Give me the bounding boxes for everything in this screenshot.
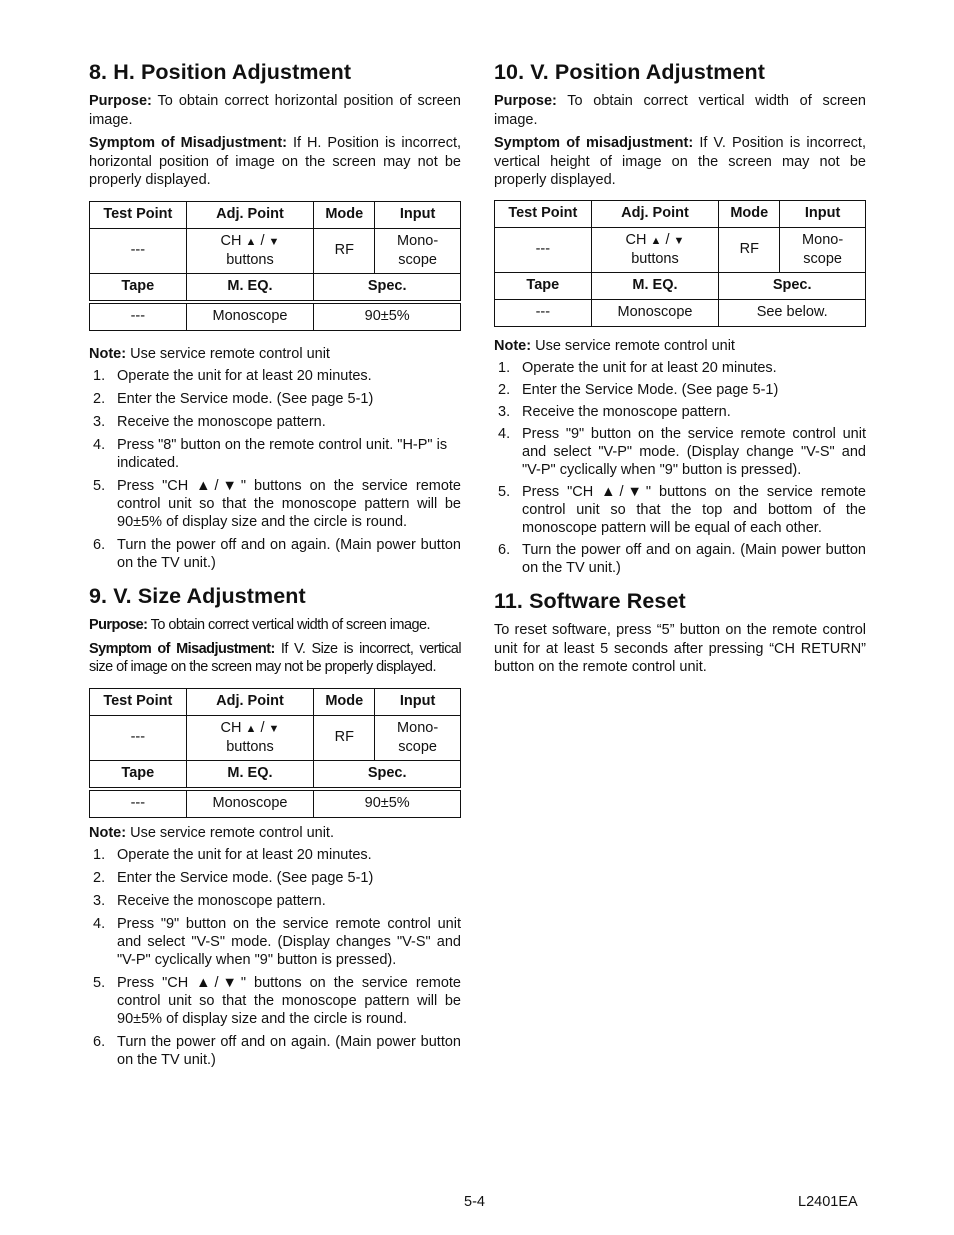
cell-m-eq: Monoscope bbox=[186, 789, 314, 818]
note-text: Use service remote control unit. bbox=[126, 824, 334, 841]
cell-spec: See below. bbox=[719, 299, 866, 326]
purpose-text: To obtain correct vertical width of screen image. bbox=[494, 93, 866, 128]
symptom-label: Symptom of misadjustment: bbox=[494, 135, 694, 151]
note-text: Use service remote control unit bbox=[126, 345, 330, 362]
step-item bbox=[494, 541, 866, 577]
note-label: Note: bbox=[89, 345, 127, 362]
adjustment-table bbox=[494, 200, 866, 327]
cell-adj-point: CH ▲ / ▼ buttons bbox=[186, 228, 314, 273]
step-item bbox=[89, 974, 461, 1028]
step-number: 3. bbox=[498, 404, 511, 420]
header-mode: Mode bbox=[719, 200, 780, 227]
symptom-paragraph bbox=[89, 134, 461, 190]
purpose-label: Purpose: bbox=[494, 93, 557, 109]
step-text: Enter the Service mode. (See page 5-1) bbox=[117, 391, 374, 407]
step-item bbox=[494, 483, 866, 537]
step-text: Press "9" button on the service remote control unit and select "V-P" mode. (Display change "V-S" and "V-P" cyclically when "9" button is pressed). bbox=[522, 426, 866, 478]
down-triangle-icon: ▼ bbox=[673, 234, 685, 247]
header-adj-point: Adj. Point bbox=[186, 688, 314, 715]
purpose-paragraph bbox=[89, 616, 461, 635]
header-input: Input bbox=[375, 201, 461, 228]
step-item bbox=[89, 915, 461, 969]
section-title: 8. H. Position Adjustment bbox=[89, 60, 352, 84]
section-v-position bbox=[494, 58, 866, 577]
step-number: 2. bbox=[93, 870, 106, 886]
page-number: 5-4 bbox=[464, 1194, 485, 1210]
cell-test-point: --- bbox=[90, 715, 187, 760]
step-item bbox=[494, 381, 866, 399]
step-number: 5. bbox=[93, 975, 106, 991]
steps-list bbox=[89, 367, 461, 572]
note-text: Use service remote control unit bbox=[531, 337, 735, 354]
header-tape: Tape bbox=[90, 273, 187, 302]
step-number: 2. bbox=[498, 382, 511, 398]
cell-spec: 90±5% bbox=[314, 302, 461, 331]
step-number: 4. bbox=[498, 426, 511, 442]
step-text: Press "CH ▲/▼" buttons on the service remote control unit so that the top and bottom of the monoscope pattern will be equal of each other. bbox=[522, 484, 866, 536]
cell-tape: --- bbox=[90, 302, 187, 331]
cell-adj-point: CH ▲ / ▼ buttons bbox=[591, 227, 719, 272]
step-number: 2. bbox=[93, 391, 106, 407]
cell-adj-point: CH ▲ / ▼ buttons bbox=[186, 715, 314, 760]
symptom-text: If H. Position is incorrect, horizontal position of image on the screen may not be properly displayed. bbox=[89, 135, 461, 188]
purpose-label: Purpose: bbox=[89, 617, 148, 633]
cell-spec: 90±5% bbox=[314, 789, 461, 818]
cell-input: Mono- scope bbox=[375, 228, 461, 273]
cell-test-point: --- bbox=[495, 227, 592, 272]
step-item bbox=[89, 536, 461, 572]
cell-mode: RF bbox=[719, 227, 780, 272]
header-adj-point: Adj. Point bbox=[186, 201, 314, 228]
step-number: 1. bbox=[93, 847, 106, 863]
header-tape: Tape bbox=[495, 272, 592, 299]
header-adj-point: Adj. Point bbox=[591, 200, 719, 227]
step-text: Turn the power off and on again. (Main power button on the TV unit.) bbox=[522, 542, 866, 576]
adjustment-table bbox=[89, 688, 461, 818]
purpose-paragraph bbox=[494, 92, 866, 129]
adjustment-table bbox=[89, 201, 461, 331]
step-text: Operate the unit for at least 20 minutes. bbox=[117, 847, 372, 863]
symptom-label: Symptom of Misadjustment: bbox=[89, 640, 275, 657]
cell-m-eq: Monoscope bbox=[591, 299, 719, 326]
section-title: 10. V. Position Adjustment bbox=[494, 60, 766, 84]
note bbox=[89, 824, 461, 843]
step-text: Receive the monoscope pattern. bbox=[522, 404, 731, 420]
step-item bbox=[494, 359, 866, 377]
left-column bbox=[89, 58, 461, 1074]
step-text: Receive the monoscope pattern. bbox=[117, 893, 326, 909]
note-label: Note: bbox=[494, 337, 532, 354]
step-item bbox=[89, 892, 461, 910]
step-item bbox=[89, 390, 461, 408]
section-h-position bbox=[89, 58, 461, 572]
step-text: Press "CH ▲/▼" buttons on the service remote control unit so that the monoscope pattern will be 90±5% of display size and the circle is round. bbox=[117, 975, 461, 1027]
step-text: Operate the unit for at least 20 minutes. bbox=[117, 368, 372, 384]
header-spec: Spec. bbox=[719, 272, 866, 299]
step-item bbox=[89, 846, 461, 864]
cell-input: Mono- scope bbox=[375, 715, 461, 760]
section-title: 9. V. Size Adjustment bbox=[89, 584, 306, 608]
step-number: 3. bbox=[93, 414, 106, 430]
document-code: L2401EA bbox=[798, 1194, 858, 1210]
section-software-reset bbox=[494, 587, 866, 677]
cell-tape: --- bbox=[495, 299, 592, 326]
step-item bbox=[89, 1033, 461, 1069]
down-triangle-icon: ▼ bbox=[268, 722, 280, 735]
header-tape: Tape bbox=[90, 760, 187, 789]
purpose-text: To obtain correct vertical width of screen image. bbox=[147, 617, 430, 633]
step-number: 4. bbox=[93, 437, 106, 453]
header-spec: Spec. bbox=[314, 760, 461, 789]
header-spec: Spec. bbox=[314, 273, 461, 302]
note bbox=[494, 337, 866, 356]
purpose-label: Purpose: bbox=[89, 93, 152, 109]
header-test-point: Test Point bbox=[90, 201, 187, 228]
header-input: Input bbox=[780, 200, 866, 227]
step-text: Turn the power off and on again. (Main power button on the TV unit.) bbox=[117, 537, 461, 571]
steps-list bbox=[494, 359, 866, 577]
cell-input: Mono- scope bbox=[780, 227, 866, 272]
step-item bbox=[494, 403, 866, 421]
software-reset-text: To reset software, press “5” button on the remote control unit for at least 5 seconds after pressing “CH RETURN” button on the remote control unit. bbox=[494, 622, 866, 675]
step-text: Enter the Service mode. (See page 5-1) bbox=[117, 870, 374, 886]
header-input: Input bbox=[375, 688, 461, 715]
step-item bbox=[89, 869, 461, 887]
step-text: Turn the power off and on again. (Main power button on the TV unit.) bbox=[117, 1034, 461, 1068]
step-number: 1. bbox=[93, 368, 106, 384]
step-text: Receive the monoscope pattern. bbox=[117, 414, 326, 430]
symptom-paragraph bbox=[89, 640, 461, 677]
step-number: 6. bbox=[498, 542, 511, 558]
header-mode: Mode bbox=[314, 201, 375, 228]
header-m-eq: M. EQ. bbox=[591, 272, 719, 299]
section-v-size bbox=[89, 582, 461, 1069]
step-number: 6. bbox=[93, 537, 106, 553]
purpose-text: To obtain correct horizontal position of screen image. bbox=[89, 93, 461, 128]
right-column bbox=[494, 58, 866, 682]
symptom-text: If V. Position is incorrect, vertical height of image on the screen may not be properly displayed. bbox=[494, 135, 866, 188]
header-mode: Mode bbox=[314, 688, 375, 715]
step-text: Press "8" button on the remote control unit. "H-P" is indicated. bbox=[117, 437, 448, 471]
step-number: 3. bbox=[93, 893, 106, 909]
section-title: 11. Software Reset bbox=[494, 589, 686, 613]
step-number: 5. bbox=[93, 478, 106, 494]
step-item bbox=[89, 436, 461, 472]
note-label: Note: bbox=[89, 824, 127, 841]
up-triangle-icon: ▲ bbox=[650, 234, 662, 247]
symptom-label: Symptom of Misadjustment: bbox=[89, 135, 287, 151]
step-item bbox=[89, 413, 461, 431]
step-text: Press "CH ▲/▼" buttons on the service remote control unit so that the monoscope pattern will be 90±5% of display size and the circle is round. bbox=[117, 478, 461, 530]
symptom-paragraph bbox=[494, 134, 866, 190]
step-item bbox=[89, 477, 461, 531]
step-number: 4. bbox=[93, 916, 106, 932]
symptom-text: If V. Size is incorrect, vertical size of image on the screen may not be properly displayed. bbox=[89, 640, 461, 675]
up-triangle-icon: ▲ bbox=[245, 722, 257, 735]
header-m-eq: M. EQ. bbox=[186, 273, 314, 302]
header-test-point: Test Point bbox=[495, 200, 592, 227]
steps-list bbox=[89, 846, 461, 1069]
step-text: Enter the Service Mode. (See page 5-1) bbox=[522, 382, 779, 398]
step-item bbox=[89, 367, 461, 385]
header-m-eq: M. EQ. bbox=[186, 760, 314, 789]
cell-test-point: --- bbox=[90, 228, 187, 273]
up-triangle-icon: ▲ bbox=[245, 235, 257, 248]
cell-tape: --- bbox=[90, 789, 187, 818]
cell-mode: RF bbox=[314, 715, 375, 760]
step-number: 5. bbox=[498, 484, 511, 500]
step-number: 1. bbox=[498, 360, 511, 376]
step-text: Operate the unit for at least 20 minutes. bbox=[522, 360, 777, 376]
cell-mode: RF bbox=[314, 228, 375, 273]
down-triangle-icon: ▼ bbox=[268, 235, 280, 248]
note bbox=[89, 345, 461, 364]
step-number: 6. bbox=[93, 1034, 106, 1050]
cell-m-eq: Monoscope bbox=[186, 302, 314, 331]
step-item bbox=[494, 425, 866, 479]
step-text: Press "9" button on the service remote control unit and select "V-S" mode. (Display changes "V-S" and "V-P" cyclically when "9" button is pressed). bbox=[117, 916, 461, 968]
header-test-point: Test Point bbox=[90, 688, 187, 715]
purpose-paragraph bbox=[89, 92, 461, 129]
